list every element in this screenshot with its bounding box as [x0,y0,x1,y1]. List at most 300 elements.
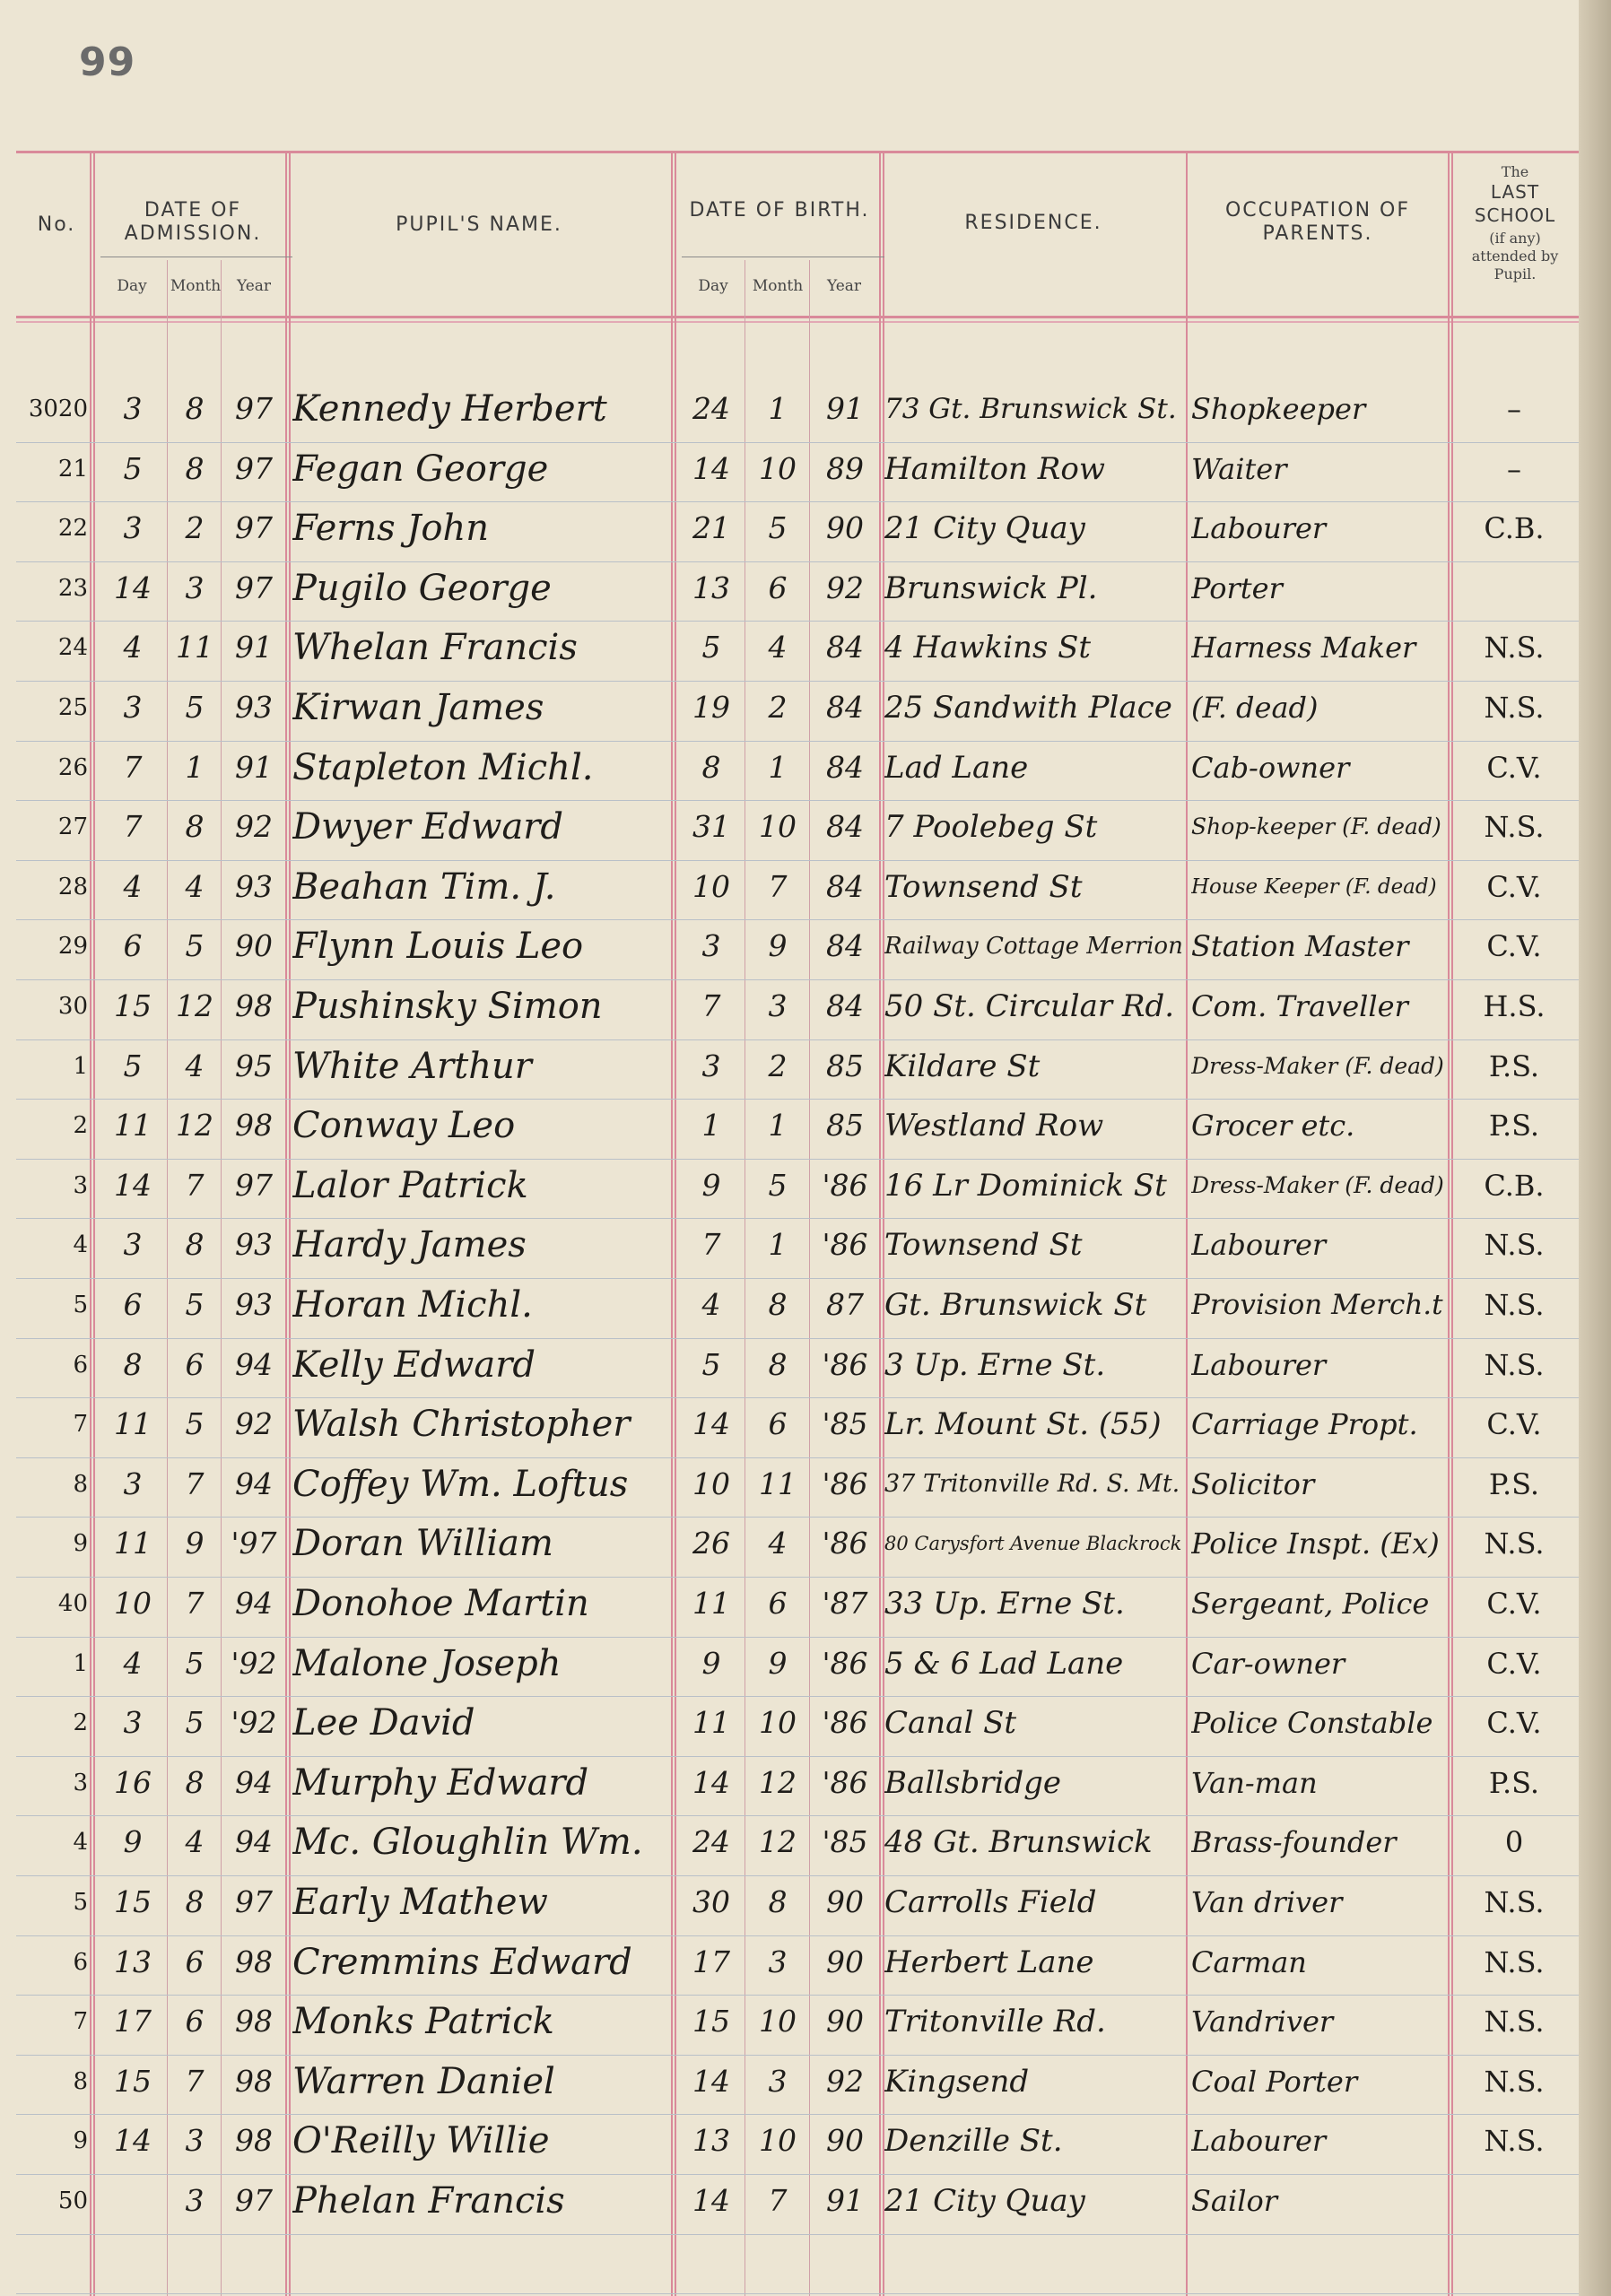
row-occ: Waiter [1191,452,1287,486]
row-rule [16,1159,1579,1160]
row-res: 16 Lr Dominick St [884,1168,1167,1204]
row-ad: 14 [114,2123,152,2158]
row-rule [16,1218,1579,1219]
row-last-school: N.S. [1484,631,1545,665]
column-rule [879,151,881,2296]
row-rule [16,2114,1579,2115]
row-am: 12 [176,988,213,1023]
row-ay: 93 [235,1287,273,1322]
row-ay: 98 [235,2064,273,2099]
row-ad: 7 [123,809,143,844]
column-rule [90,151,91,2296]
row-bm: 7 [768,869,788,904]
header-occupation-of-parents: OCCUPATION OF PARENTS. [1224,199,1410,245]
row-name: Hardy James [292,1224,527,1265]
row-name: Pushinsky Simon [292,986,603,1027]
row-ay: 98 [235,2004,273,2039]
row-bm: 2 [768,1048,788,1083]
row-occ: Labourer [1191,511,1327,545]
row-rule [16,919,1579,920]
row-no: 22 [57,515,88,542]
row-occ: Car-owner [1191,1647,1345,1681]
row-bd: 7 [701,988,721,1023]
row-res: Townsend St [884,1227,1083,1263]
row-ad: 15 [114,2064,152,2099]
row-res: 3 Up. Erne St. [884,1347,1106,1383]
row-res: Kildare St [884,1048,1041,1084]
column-rule [285,151,287,2296]
row-last-school: C.V. [1486,870,1542,904]
row-no: 27 [57,813,88,840]
row-bm: 6 [768,1406,788,1441]
row-res: Townsend St [884,869,1083,905]
row-bm: 4 [768,1526,788,1561]
row-occ: Brass-founder [1191,1825,1397,1859]
row-by: '87 [822,1586,868,1621]
row-last-school: N.S. [1484,1228,1545,1262]
row-by: 90 [826,510,864,545]
row-am: 4 [185,1048,205,1083]
row-bm: 6 [768,1586,788,1621]
row-name: Conway Leo [292,1105,516,1146]
row-no: 3020 [28,396,88,422]
row-no: 40 [57,1590,88,1617]
row-last-school: C.V. [1486,751,1542,785]
row-ad: 5 [123,1048,143,1083]
row-res: Kingsend [884,2064,1030,2100]
row-no: 6 [73,1352,88,1378]
row-name: Cremmins Edward [292,1942,632,1983]
row-rule [16,979,1579,980]
header-no: No. [37,213,76,236]
row-bd: 4 [701,1287,721,1322]
row-am: 8 [185,1227,205,1262]
row-by: '86 [822,1466,868,1501]
row-bm: 1 [768,391,788,426]
row-res: Lad Lane [884,750,1029,786]
row-no: 3 [73,1172,88,1199]
row-bd: 8 [701,750,721,785]
row-am: 6 [185,1347,205,1382]
row-res: Railway Cottage Merrion [884,933,1183,960]
row-bm: 9 [768,1646,788,1681]
row-occ: Cab-owner [1191,751,1350,785]
row-ay: '92 [231,1705,277,1740]
row-by: 84 [826,988,864,1023]
row-bd: 15 [692,2004,730,2039]
row-occ: Van driver [1191,1885,1343,1919]
row-by: '86 [822,1347,868,1382]
header-rule-secondary [16,321,1579,323]
row-bd: 26 [692,1526,730,1561]
row-occ: Solicitor [1191,1467,1315,1501]
row-bd: 3 [701,928,721,963]
row-bd: 14 [692,1765,730,1800]
row-no: 7 [73,1411,88,1438]
row-occ: Van-man [1191,1766,1318,1800]
row-bm: 1 [768,750,788,785]
row-rule [16,1637,1579,1638]
row-res: Lr. Mount St. (55) [884,1406,1162,1442]
row-ay: '92 [231,1646,277,1681]
row-last-school: N.S. [1484,2124,1545,2158]
row-name: Beahan Tim. J. [292,866,556,908]
row-ay: '97 [231,1526,277,1561]
row-by: 84 [826,690,864,725]
row-ad: 3 [123,1227,143,1262]
row-res: 5 & 6 Lad Lane [884,1646,1124,1682]
row-res: Tritonville Rd. [884,2004,1106,2039]
row-occ: Police Inspt. (Ex) [1191,1526,1440,1561]
row-res: 4 Hawkins St [884,630,1092,665]
column-rule [1448,151,1450,2296]
row-by: 90 [826,1944,864,1979]
row-bm: 10 [759,2004,797,2039]
row-bm: 1 [768,1227,788,1262]
row-by: 89 [826,451,864,486]
row-am: 9 [185,1526,205,1561]
row-res: Denzille St. [884,2123,1063,2159]
row-bm: 11 [759,1466,797,1501]
row-occ: Sergeant, Police [1191,1587,1430,1621]
row-no: 9 [73,1530,88,1557]
row-rule [16,561,1579,562]
header-last-school-ifany: (if any) [1489,230,1541,247]
row-ay: 94 [235,1347,273,1382]
book-gutter [1579,0,1611,2296]
row-bm: 8 [768,1347,788,1382]
row-last-school: – [1507,452,1521,486]
row-ad: 5 [123,451,143,486]
row-bd: 13 [692,2123,730,2158]
row-last-school: N.S. [1484,1288,1545,1322]
row-name: Warren Daniel [292,2061,555,2102]
row-occ: Labourer [1191,2124,1327,2158]
row-last-school: C.V. [1486,1647,1542,1681]
row-occ: (F. dead) [1191,691,1319,725]
row-ay: 97 [235,510,273,545]
row-name: Whelan Francis [292,627,578,668]
row-ad: 15 [114,1884,152,1919]
row-by: '86 [822,1705,868,1740]
row-ay: 97 [235,391,273,426]
row-ay: 92 [235,1406,273,1441]
row-last-school: N.S. [1484,2005,1545,2039]
row-no: 6 [73,1949,88,1976]
row-ay: 94 [235,1466,273,1501]
row-last-school: N.S. [1484,810,1545,844]
row-res: 7 Poolebeg St [884,809,1098,845]
row-last-school: P.S. [1488,1766,1540,1800]
row-am: 6 [185,1944,205,1979]
row-no: 2 [73,1709,88,1736]
row-am: 7 [185,2064,205,2099]
row-no: 4 [73,1829,88,1856]
row-ay: 94 [235,1586,273,1621]
row-rule [16,681,1579,682]
row-ad: 3 [123,391,143,426]
row-res: Westland Row [884,1108,1104,1144]
row-am: 6 [185,2004,205,2039]
row-rule [16,2055,1579,2056]
row-no: 29 [57,933,88,960]
row-rule [16,1397,1579,1398]
row-occ: Provision Merch.t [1191,1289,1443,1321]
header-date-of-admission: DATE OF ADMISSION. [124,199,262,245]
row-no: 3 [73,1770,88,1796]
row-name: Ferns John [292,508,490,549]
header-last-school-last: LAST [1490,181,1540,203]
row-name: Kelly Edward [292,1344,536,1386]
row-ay: 94 [235,1824,273,1859]
row-rule [16,1099,1579,1100]
row-occ: Dress-Maker (F. dead) [1191,1053,1444,1079]
row-name: Donohoe Martin [292,1583,589,1624]
row-rule [16,1756,1579,1757]
row-no: 1 [73,1053,88,1080]
row-bd: 7 [701,1227,721,1262]
row-ad: 7 [123,750,143,785]
row-last-school: C.V. [1486,1706,1542,1740]
row-ay: 97 [235,1168,273,1203]
row-bm: 9 [768,928,788,963]
row-ay: 97 [235,2183,273,2218]
header-birth-year: Year [826,277,862,295]
row-by: 92 [826,2064,864,2099]
row-rule [16,1815,1579,1816]
row-ad: 3 [123,1466,143,1501]
row-rule [16,2174,1579,2175]
row-last-school: C.V. [1486,1587,1542,1621]
row-bd: 10 [692,869,730,904]
row-bd: 13 [692,570,730,605]
row-by: 85 [826,1108,864,1143]
row-rule [16,2293,1579,2294]
row-res: Ballsbridge [884,1765,1061,1801]
header-date-of-birth: DATE OF BIRTH. [689,199,870,222]
row-by: 87 [826,1287,864,1322]
row-bd: 11 [692,1705,730,1740]
row-name: White Arthur [292,1046,532,1087]
row-ay: 91 [235,750,273,785]
row-bd: 10 [692,1466,730,1501]
row-ay: 98 [235,988,273,1023]
row-res: 33 Up. Erne St. [884,1586,1125,1622]
row-occ: Police Constable [1191,1706,1433,1740]
row-bm: 5 [768,1168,788,1203]
row-no: 9 [73,2127,88,2154]
row-rule [16,800,1579,801]
row-bm: 5 [768,510,788,545]
row-bd: 14 [692,451,730,486]
row-res: Brunswick Pl. [884,570,1098,606]
row-res: 48 Gt. Brunswick [884,1824,1153,1860]
row-occ: House Keeper (F. dead) [1191,875,1437,899]
row-bd: 11 [692,1586,730,1621]
row-am: 8 [185,809,205,844]
row-occ: Shop-keeper (F. dead) [1191,813,1441,839]
row-name: Monks Patrick [292,2001,554,2042]
row-occ: Vandriver [1191,2005,1334,2039]
row-bm: 2 [768,690,788,725]
row-ad: 11 [114,1526,152,1561]
row-rule [16,1995,1579,1996]
row-rule [16,621,1579,622]
row-res: Gt. Brunswick St [884,1287,1147,1323]
row-occ: Carriage Propt. [1191,1407,1418,1441]
row-am: 5 [185,1646,205,1681]
row-ay: 97 [235,570,273,605]
row-ay: 91 [235,630,273,665]
row-rule [16,1457,1579,1458]
row-name: Murphy Edward [292,1762,589,1804]
row-res: 25 Sandwith Place [884,690,1172,726]
row-name: Mc. Gloughlin Wm. [292,1822,643,1863]
row-am: 3 [185,2123,205,2158]
row-last-school: N.S. [1484,1945,1545,1979]
header-last-school-pupil: Pupil. [1493,265,1537,283]
row-bd: 9 [701,1646,721,1681]
row-last-school: N.S. [1484,1885,1545,1919]
row-ad: 13 [114,1944,152,1979]
top-rule [16,151,1579,153]
row-am: 7 [185,1466,205,1501]
row-no: 25 [57,694,88,721]
row-ad: 14 [114,570,152,605]
row-am: 4 [185,869,205,904]
row-by: 91 [826,2183,864,2218]
row-bd: 30 [692,1884,730,1919]
row-occ: Station Master [1191,929,1409,963]
row-rule [16,1935,1579,1936]
row-res: Herbert Lane [884,1944,1094,1980]
row-name: Doran William [292,1523,553,1564]
row-am: 7 [185,1168,205,1203]
row-rule [16,2234,1579,2235]
row-rule [16,1577,1579,1578]
row-bd: 14 [692,2064,730,2099]
column-rule [671,151,673,2296]
row-bm: 10 [759,451,797,486]
row-by: 84 [826,869,864,904]
row-by: 85 [826,1048,864,1083]
row-am: 4 [185,1824,205,1859]
row-bm: 3 [768,1944,788,1979]
row-am: 8 [185,1765,205,1800]
row-rule [16,1338,1579,1339]
row-name: Lee David [292,1702,475,1744]
row-no: 7 [73,2008,88,2035]
row-res: Canal St [884,1705,1017,1741]
header-last-school-attended: attended by [1471,248,1559,265]
row-bm: 12 [759,1765,797,1800]
row-name: Coffey Wm. Loftus [292,1464,629,1505]
row-ay: 98 [235,2123,273,2158]
row-rule [16,1039,1579,1040]
row-bm: 1 [768,1108,788,1143]
row-am: 5 [185,1287,205,1322]
row-name: Kennedy Herbert [292,388,607,430]
row-rule [16,1517,1579,1518]
row-name: Fegan George [292,448,549,490]
row-am: 7 [185,1586,205,1621]
row-by: 90 [826,2123,864,2158]
row-rule [16,1875,1579,1876]
header-rule [16,316,1579,318]
row-bd: 14 [692,2183,730,2218]
row-ad: 10 [114,1586,152,1621]
row-last-school: P.S. [1488,1467,1540,1501]
row-am: 3 [185,2183,205,2218]
row-bm: 10 [759,2123,797,2158]
row-no: 5 [73,1292,88,1318]
row-by: 92 [826,570,864,605]
row-am: 8 [185,451,205,486]
row-bd: 9 [701,1168,721,1203]
row-ay: 97 [235,1884,273,1919]
row-ad: 14 [114,1168,152,1203]
row-am: 5 [185,1406,205,1441]
row-res: 21 City Quay [884,2183,1085,2219]
row-bm: 6 [768,570,788,605]
row-bd: 14 [692,1406,730,1441]
row-no: 28 [57,874,88,900]
row-occ: Grocer etc. [1191,1109,1355,1143]
row-ay: 95 [235,1048,273,1083]
row-bd: 1 [701,1108,721,1143]
row-by: 90 [826,2004,864,2039]
row-name: Stapleton Michl. [292,747,594,788]
row-last-school: C.B. [1484,511,1545,545]
row-occ: Labourer [1191,1348,1327,1382]
row-bd: 24 [692,391,730,426]
row-by: 84 [826,928,864,963]
row-ay: 90 [235,928,273,963]
row-occ: Dress-Maker (F. dead) [1191,1172,1444,1198]
row-last-school: N.S. [1484,1348,1545,1382]
row-last-school: N.S. [1484,691,1545,725]
row-by: '85 [822,1824,868,1859]
row-am: 2 [185,510,205,545]
row-occ: Shopkeeper [1191,392,1366,426]
row-res: 80 Carysfort Avenue Blackrock [884,1533,1182,1554]
row-no: 50 [57,2187,88,2214]
row-ad: 8 [123,1347,143,1382]
row-last-school: N.S. [1484,1526,1545,1561]
row-by: '86 [822,1168,868,1203]
row-ad: 3 [123,690,143,725]
row-name: Flynn Louis Leo [292,926,584,967]
row-by: '86 [822,1646,868,1681]
row-res: 37 Tritonville Rd. S. Mt. [884,1470,1180,1498]
row-no: 5 [73,1889,88,1916]
row-bm: 8 [768,1884,788,1919]
header-pupils-name: PUPIL'S NAME. [396,213,562,236]
row-am: 12 [176,1108,213,1143]
row-am: 11 [176,630,213,665]
row-by: '86 [822,1765,868,1800]
row-ad: 11 [114,1406,152,1441]
row-res: 50 St. Circular Rd. [884,988,1175,1024]
row-occ: Labourer [1191,1228,1327,1262]
row-rule [16,1278,1579,1279]
row-by: '86 [822,1227,868,1262]
row-last-school: P.S. [1488,1109,1540,1143]
row-bm: 10 [759,809,797,844]
row-last-school: H.S. [1483,989,1546,1023]
row-bd: 17 [692,1944,730,1979]
row-by: 84 [826,809,864,844]
